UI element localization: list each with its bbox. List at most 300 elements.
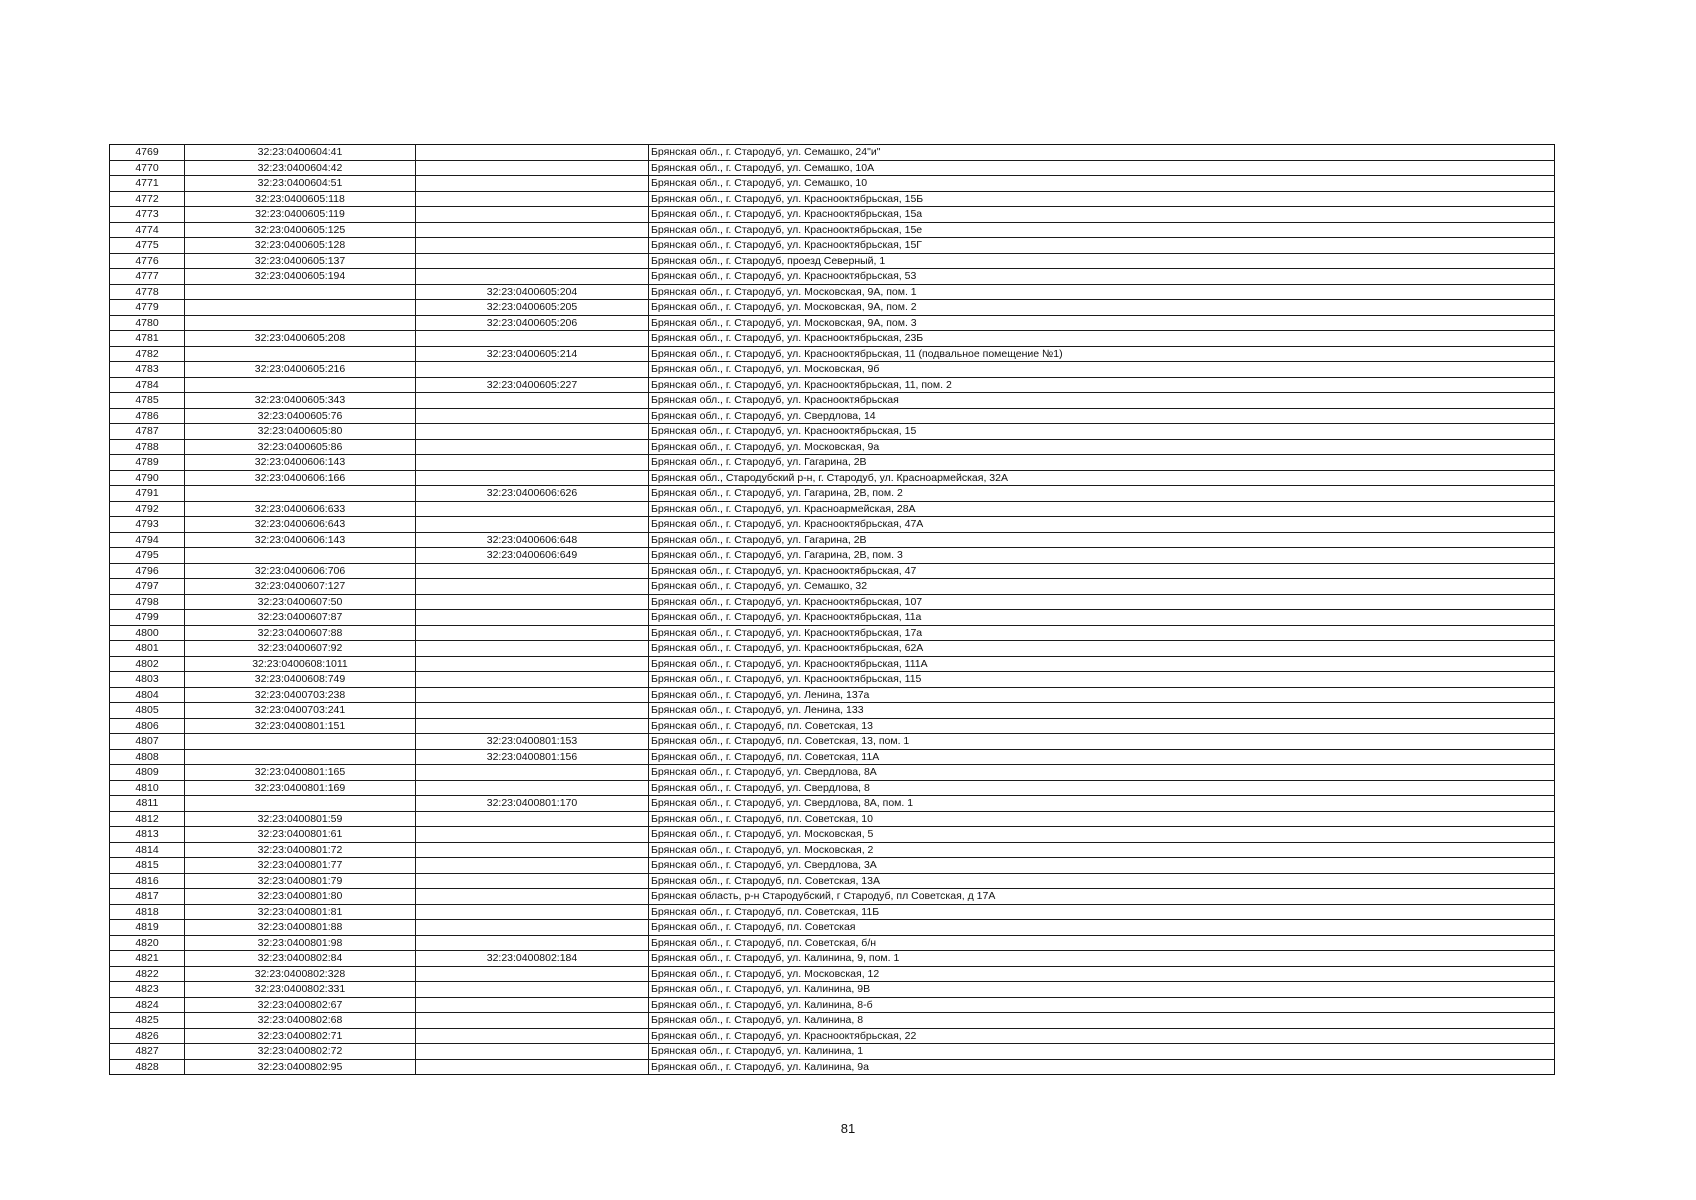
cadastral-number-cell: 32:23:0400607:87 [185, 610, 416, 626]
row-number-cell: 4778 [110, 284, 185, 300]
premises-cadastral-number-cell [416, 207, 649, 223]
table-row [110, 377, 1555, 393]
address-cell: Брянская обл., г. Стародуб, ул. Краснооктябрьская, 15 [649, 424, 1555, 440]
row-number-cell: 4810 [110, 780, 185, 796]
table-row [110, 160, 1555, 176]
table-row [110, 904, 1555, 920]
cadastral-number-cell: 32:23:0400606:143 [185, 455, 416, 471]
address-cell: Брянская обл., г. Стародуб, пл. Советская, 13А [649, 873, 1555, 889]
cadastral-number-cell: 32:23:0400801:151 [185, 718, 416, 734]
cadastral-number-cell: 32:23:0400606:143 [185, 532, 416, 548]
address-cell: Брянская обл., г. Стародуб, ул. Калинина, 9а [649, 1059, 1555, 1075]
address-cell: Брянская обл., г. Стародуб, проезд Северный, 1 [649, 253, 1555, 269]
row-number-cell: 4828 [110, 1059, 185, 1075]
address-cell: Брянская обл., г. Стародуб, ул. Гагарина, 2В, пом. 2 [649, 486, 1555, 502]
table-row [110, 1044, 1555, 1060]
row-number-cell: 4790 [110, 470, 185, 486]
address-cell: Брянская обл., г. Стародуб, пл. Советская, 10 [649, 811, 1555, 827]
cadastral-number-cell: 32:23:0400802:328 [185, 966, 416, 982]
table-row [110, 253, 1555, 269]
address-cell: Брянская обл., г. Стародуб, ул. Краснооктябрьская, 15а [649, 207, 1555, 223]
premises-cadastral-number-cell: 32:23:0400605:227 [416, 377, 649, 393]
premises-cadastral-number-cell: 32:23:0400802:184 [416, 951, 649, 967]
row-number-cell: 4796 [110, 563, 185, 579]
address-cell: Брянская область, р-н Стародубский, г Стародуб, пл Советская, д 17А [649, 889, 1555, 905]
table-row [110, 749, 1555, 765]
premises-cadastral-number-cell [416, 1013, 649, 1029]
table-row [110, 935, 1555, 951]
cadastral-number-cell [185, 300, 416, 316]
cadastral-number-cell [185, 315, 416, 331]
cadastral-number-cell: 32:23:0400605:216 [185, 362, 416, 378]
premises-cadastral-number-cell: 32:23:0400801:156 [416, 749, 649, 765]
cadastral-number-cell: 32:23:0400608:749 [185, 672, 416, 688]
cadastral-number-cell [185, 749, 416, 765]
premises-cadastral-number-cell [416, 455, 649, 471]
address-cell: Брянская обл., г. Стародуб, ул. Семашко, 24"и" [649, 145, 1555, 161]
premises-cadastral-number-cell [416, 222, 649, 238]
row-number-cell: 4808 [110, 749, 185, 765]
table-row [110, 982, 1555, 998]
row-number-cell: 4775 [110, 238, 185, 254]
row-number-cell: 4779 [110, 300, 185, 316]
table-row [110, 207, 1555, 223]
address-cell: Брянская обл., г. Стародуб, ул. Краснооктябрьская [649, 393, 1555, 409]
table-row [110, 191, 1555, 207]
address-cell: Брянская обл., г. Стародуб, ул. Семашко, 10А [649, 160, 1555, 176]
row-number-cell: 4780 [110, 315, 185, 331]
cadastral-number-cell: 32:23:0400605:119 [185, 207, 416, 223]
table-row [110, 439, 1555, 455]
row-number-cell: 4822 [110, 966, 185, 982]
cadastral-number-cell: 32:23:0400801:98 [185, 935, 416, 951]
premises-cadastral-number-cell [416, 703, 649, 719]
address-cell: Брянская обл., г. Стародуб, ул. Краснооктябрьская, 23Б [649, 331, 1555, 347]
cadastral-number-cell [185, 548, 416, 564]
row-number-cell: 4821 [110, 951, 185, 967]
cadastral-number-cell: 32:23:0400604:42 [185, 160, 416, 176]
row-number-cell: 4817 [110, 889, 185, 905]
row-number-cell: 4773 [110, 207, 185, 223]
address-cell: Брянская обл., г. Стародуб, ул. Ленина, 137а [649, 687, 1555, 703]
premises-cadastral-number-cell [416, 935, 649, 951]
row-number-cell: 4785 [110, 393, 185, 409]
premises-cadastral-number-cell [416, 393, 649, 409]
row-number-cell: 4801 [110, 641, 185, 657]
premises-cadastral-number-cell [416, 408, 649, 424]
table-row [110, 765, 1555, 781]
premises-cadastral-number-cell [416, 904, 649, 920]
premises-cadastral-number-cell [416, 439, 649, 455]
row-number-cell: 4769 [110, 145, 185, 161]
address-cell: Брянская обл., г. Стародуб, пл. Советская, 11Б [649, 904, 1555, 920]
table-row [110, 269, 1555, 285]
premises-cadastral-number-cell: 32:23:0400605:205 [416, 300, 649, 316]
table-row [110, 920, 1555, 936]
table-row [110, 594, 1555, 610]
row-number-cell: 4786 [110, 408, 185, 424]
address-cell: Брянская обл., Стародубский р-н, г. Стародуб, ул. Красноармейская, 32А [649, 470, 1555, 486]
premises-cadastral-number-cell [416, 517, 649, 533]
address-cell: Брянская обл., г. Стародуб, ул. Свердлова, 8 [649, 780, 1555, 796]
page-number: 81 [840, 1121, 856, 1136]
row-number-cell: 4794 [110, 532, 185, 548]
cadastral-number-cell: 32:23:0400802:331 [185, 982, 416, 998]
cadastral-number-cell: 32:23:0400605:76 [185, 408, 416, 424]
table-row [110, 579, 1555, 595]
table-row [110, 455, 1555, 471]
address-cell: Брянская обл., г. Стародуб, пл. Советская, 11А [649, 749, 1555, 765]
premises-cadastral-number-cell [416, 858, 649, 874]
premises-cadastral-number-cell [416, 687, 649, 703]
table-row [110, 951, 1555, 967]
row-number-cell: 4792 [110, 501, 185, 517]
premises-cadastral-number-cell [416, 579, 649, 595]
row-number-cell: 4770 [110, 160, 185, 176]
address-cell: Брянская обл., г. Стародуб, ул. Московская, 9б [649, 362, 1555, 378]
table-row [110, 548, 1555, 564]
table-row [110, 1028, 1555, 1044]
row-number-cell: 4814 [110, 842, 185, 858]
address-cell: Брянская обл., г. Стародуб, ул. Краснооктябрьская, 11 (подвальное помещение №1) [649, 346, 1555, 362]
cadastral-number-cell: 32:23:0400607:92 [185, 641, 416, 657]
table-row [110, 408, 1555, 424]
cadastral-number-cell: 32:23:0400801:72 [185, 842, 416, 858]
address-cell: Брянская обл., г. Стародуб, ул. Краснооктябрьская, 47А [649, 517, 1555, 533]
address-cell: Брянская обл., г. Стародуб, ул. Гагарина, 2В [649, 532, 1555, 548]
cadastral-number-cell: 32:23:0400604:41 [185, 145, 416, 161]
address-cell: Брянская обл., г. Стародуб, ул. Калинина, 8-б [649, 997, 1555, 1013]
cadastral-number-cell: 32:23:0400605:118 [185, 191, 416, 207]
table-row [110, 284, 1555, 300]
table-row [110, 424, 1555, 440]
cadastral-number-cell: 32:23:0400605:194 [185, 269, 416, 285]
row-number-cell: 4774 [110, 222, 185, 238]
cadastral-number-cell: 32:23:0400606:706 [185, 563, 416, 579]
address-cell: Брянская обл., г. Стародуб, пл. Советская, 13 [649, 718, 1555, 734]
premises-cadastral-number-cell [416, 501, 649, 517]
row-number-cell: 4783 [110, 362, 185, 378]
premises-cadastral-number-cell [416, 253, 649, 269]
address-cell: Брянская обл., г. Стародуб, ул. Краснооктябрьская, 111А [649, 656, 1555, 672]
premises-cadastral-number-cell [416, 982, 649, 998]
premises-cadastral-number-cell: 32:23:0400605:214 [416, 346, 649, 362]
premises-cadastral-number-cell [416, 470, 649, 486]
row-number-cell: 4812 [110, 811, 185, 827]
address-cell: Брянская обл., г. Стародуб, ул. Краснооктябрьская, 15Б [649, 191, 1555, 207]
address-cell: Брянская обл., г. Стародуб, ул. Краснооктябрьская, 11, пом. 2 [649, 377, 1555, 393]
table-row [110, 362, 1555, 378]
table-row [110, 873, 1555, 889]
row-number-cell: 4819 [110, 920, 185, 936]
premises-cadastral-number-cell [416, 331, 649, 347]
address-cell: Брянская обл., г. Стародуб, ул. Краснооктябрьская, 17а [649, 625, 1555, 641]
table-row [110, 889, 1555, 905]
address-cell: Брянская обл., г. Стародуб, ул. Красноармейская, 28А [649, 501, 1555, 517]
premises-cadastral-number-cell [416, 160, 649, 176]
address-cell: Брянская обл., г. Стародуб, ул. Свердлова, 3А [649, 858, 1555, 874]
address-cell: Брянская обл., г. Стародуб, ул. Свердлова, 14 [649, 408, 1555, 424]
cadastral-number-cell: 32:23:0400801:81 [185, 904, 416, 920]
premises-cadastral-number-cell [416, 641, 649, 657]
table-row [110, 703, 1555, 719]
table-row [110, 687, 1555, 703]
premises-cadastral-number-cell [416, 238, 649, 254]
address-cell: Брянская обл., г. Стародуб, ул. Московская, 12 [649, 966, 1555, 982]
premises-cadastral-number-cell [416, 1028, 649, 1044]
table-row [110, 486, 1555, 502]
address-cell: Брянская обл., г. Стародуб, ул. Калинина, 9, пом. 1 [649, 951, 1555, 967]
row-number-cell: 4802 [110, 656, 185, 672]
row-number-cell: 4789 [110, 455, 185, 471]
table-row [110, 827, 1555, 843]
row-number-cell: 4791 [110, 486, 185, 502]
premises-cadastral-number-cell [416, 563, 649, 579]
address-cell: Брянская обл., г. Стародуб, ул. Калинина, 1 [649, 1044, 1555, 1060]
address-cell: Брянская обл., г. Стародуб, ул. Московская, 2 [649, 842, 1555, 858]
cadastral-number-cell: 32:23:0400606:166 [185, 470, 416, 486]
cadastral-number-cell [185, 284, 416, 300]
table-row [110, 734, 1555, 750]
table-row [110, 532, 1555, 548]
premises-cadastral-number-cell [416, 176, 649, 192]
cadastral-number-cell [185, 346, 416, 362]
premises-cadastral-number-cell [416, 145, 649, 161]
row-number-cell: 4772 [110, 191, 185, 207]
address-cell: Брянская обл., г. Стародуб, ул. Краснооктябрьская, 22 [649, 1028, 1555, 1044]
address-cell: Брянская обл., г. Стародуб, ул. Краснооктябрьская, 115 [649, 672, 1555, 688]
premises-cadastral-number-cell [416, 811, 649, 827]
premises-cadastral-number-cell [416, 1044, 649, 1060]
cadastral-number-cell: 32:23:0400802:67 [185, 997, 416, 1013]
table-row [110, 842, 1555, 858]
premises-cadastral-number-cell: 32:23:0400606:626 [416, 486, 649, 502]
table-row [110, 238, 1555, 254]
cadastral-number-cell: 32:23:0400605:80 [185, 424, 416, 440]
row-number-cell: 4782 [110, 346, 185, 362]
table-row [110, 796, 1555, 812]
premises-cadastral-number-cell [416, 718, 649, 734]
address-cell: Брянская обл., г. Стародуб, пл. Советская, 13, пом. 1 [649, 734, 1555, 750]
row-number-cell: 4804 [110, 687, 185, 703]
cadastral-number-cell: 32:23:0400703:241 [185, 703, 416, 719]
cadastral-number-cell: 32:23:0400607:127 [185, 579, 416, 595]
premises-cadastral-number-cell [416, 269, 649, 285]
premises-cadastral-number-cell: 32:23:0400801:170 [416, 796, 649, 812]
address-cell: Брянская обл., г. Стародуб, ул. Ленина, 133 [649, 703, 1555, 719]
table-row [110, 300, 1555, 316]
address-cell: Брянская обл., г. Стародуб, ул. Краснооктябрьская, 11а [649, 610, 1555, 626]
table-row [110, 997, 1555, 1013]
table-row [110, 517, 1555, 533]
address-cell: Брянская обл., г. Стародуб, ул. Гагарина, 2В [649, 455, 1555, 471]
address-cell: Брянская обл., г. Стародуб, ул. Московская, 9а [649, 439, 1555, 455]
table-row [110, 610, 1555, 626]
cadastral-number-cell: 32:23:0400606:643 [185, 517, 416, 533]
cadastral-number-cell: 32:23:0400801:169 [185, 780, 416, 796]
premises-cadastral-number-cell [416, 656, 649, 672]
premises-cadastral-number-cell [416, 842, 649, 858]
row-number-cell: 4771 [110, 176, 185, 192]
table-row [110, 145, 1555, 161]
cadastral-number-cell: 32:23:0400608:1011 [185, 656, 416, 672]
cadastral-number-cell: 32:23:0400801:79 [185, 873, 416, 889]
row-number-cell: 4781 [110, 331, 185, 347]
cadastral-number-cell: 32:23:0400802:95 [185, 1059, 416, 1075]
table-row [110, 315, 1555, 331]
cadastral-number-cell: 32:23:0400802:84 [185, 951, 416, 967]
cadastral-number-cell: 32:23:0400802:71 [185, 1028, 416, 1044]
table-row [110, 1013, 1555, 1029]
table-row [110, 656, 1555, 672]
premises-cadastral-number-cell [416, 780, 649, 796]
cadastral-number-cell: 32:23:0400801:59 [185, 811, 416, 827]
premises-cadastral-number-cell [416, 362, 649, 378]
table-row [110, 176, 1555, 192]
cadastral-number-cell [185, 486, 416, 502]
premises-cadastral-number-cell [416, 610, 649, 626]
row-number-cell: 4795 [110, 548, 185, 564]
table-row [110, 470, 1555, 486]
row-number-cell: 4797 [110, 579, 185, 595]
row-number-cell: 4809 [110, 765, 185, 781]
row-number-cell: 4806 [110, 718, 185, 734]
row-number-cell: 4776 [110, 253, 185, 269]
premises-cadastral-number-cell [416, 191, 649, 207]
row-number-cell: 4825 [110, 1013, 185, 1029]
cadastral-number-cell: 32:23:0400607:88 [185, 625, 416, 641]
premises-cadastral-number-cell: 32:23:0400801:153 [416, 734, 649, 750]
address-cell: Брянская обл., г. Стародуб, ул. Семашко, 32 [649, 579, 1555, 595]
address-cell: Брянская обл., г. Стародуб, ул. Краснооктябрьская, 15Г [649, 238, 1555, 254]
premises-cadastral-number-cell [416, 594, 649, 610]
address-cell: Брянская обл., г. Стародуб, ул. Семашко, 10 [649, 176, 1555, 192]
premises-cadastral-number-cell: 32:23:0400605:206 [416, 315, 649, 331]
table-row [110, 641, 1555, 657]
cadastral-number-cell: 32:23:0400605:125 [185, 222, 416, 238]
table-row [110, 625, 1555, 641]
cadastral-number-cell: 32:23:0400801:77 [185, 858, 416, 874]
address-cell: Брянская обл., г. Стародуб, ул. Московская, 9А, пом. 3 [649, 315, 1555, 331]
table-row [110, 222, 1555, 238]
address-cell: Брянская обл., г. Стародуб, ул. Краснооктябрьская, 15е [649, 222, 1555, 238]
row-number-cell: 4784 [110, 377, 185, 393]
table-row [110, 346, 1555, 362]
row-number-cell: 4807 [110, 734, 185, 750]
premises-cadastral-number-cell [416, 424, 649, 440]
row-number-cell: 4813 [110, 827, 185, 843]
address-cell: Брянская обл., г. Стародуб, пл. Советская, б/н [649, 935, 1555, 951]
premises-cadastral-number-cell [416, 672, 649, 688]
cadastral-number-cell: 32:23:0400605:343 [185, 393, 416, 409]
premises-cadastral-number-cell [416, 873, 649, 889]
address-cell: Брянская обл., г. Стародуб, ул. Московская, 9А, пом. 1 [649, 284, 1555, 300]
row-number-cell: 4777 [110, 269, 185, 285]
address-cell: Брянская обл., г. Стародуб, ул. Краснооктябрьская, 53 [649, 269, 1555, 285]
premises-cadastral-number-cell [416, 625, 649, 641]
row-number-cell: 4820 [110, 935, 185, 951]
row-number-cell: 4787 [110, 424, 185, 440]
address-cell: Брянская обл., г. Стародуб, ул. Московская, 9А, пом. 2 [649, 300, 1555, 316]
cadastral-number-cell [185, 734, 416, 750]
table-row [110, 811, 1555, 827]
table-row [110, 858, 1555, 874]
premises-cadastral-number-cell: 32:23:0400606:648 [416, 532, 649, 548]
cadastral-number-cell: 32:23:0400801:165 [185, 765, 416, 781]
cadastral-number-cell: 32:23:0400801:61 [185, 827, 416, 843]
premises-cadastral-number-cell [416, 765, 649, 781]
cadastral-number-cell: 32:23:0400604:51 [185, 176, 416, 192]
premises-cadastral-number-cell [416, 889, 649, 905]
row-number-cell: 4803 [110, 672, 185, 688]
table-row [110, 966, 1555, 982]
cadastral-number-cell: 32:23:0400606:633 [185, 501, 416, 517]
address-cell: Брянская обл., г. Стародуб, ул. Московская, 5 [649, 827, 1555, 843]
table-row [110, 718, 1555, 734]
row-number-cell: 4816 [110, 873, 185, 889]
premises-cadastral-number-cell [416, 1059, 649, 1075]
row-number-cell: 4827 [110, 1044, 185, 1060]
address-cell: Брянская обл., г. Стародуб, ул. Калинина, 8 [649, 1013, 1555, 1029]
address-cell: Брянская обл., г. Стародуб, пл. Советская [649, 920, 1555, 936]
row-number-cell: 4815 [110, 858, 185, 874]
cadastral-number-cell: 32:23:0400703:238 [185, 687, 416, 703]
table-row [110, 563, 1555, 579]
row-number-cell: 4818 [110, 904, 185, 920]
row-number-cell: 4824 [110, 997, 185, 1013]
premises-cadastral-number-cell [416, 920, 649, 936]
premises-cadastral-number-cell [416, 827, 649, 843]
row-number-cell: 4788 [110, 439, 185, 455]
row-number-cell: 4811 [110, 796, 185, 812]
cadastral-number-cell: 32:23:0400605:208 [185, 331, 416, 347]
table-row [110, 501, 1555, 517]
row-number-cell: 4805 [110, 703, 185, 719]
cadastral-number-cell: 32:23:0400607:50 [185, 594, 416, 610]
premises-cadastral-number-cell [416, 997, 649, 1013]
table-row [110, 393, 1555, 409]
premises-cadastral-number-cell: 32:23:0400605:204 [416, 284, 649, 300]
table-row [110, 1059, 1555, 1075]
address-cell: Брянская обл., г. Стародуб, ул. Калинина, 9В [649, 982, 1555, 998]
address-cell: Брянская обл., г. Стародуб, ул. Свердлова, 8А [649, 765, 1555, 781]
premises-cadastral-number-cell [416, 966, 649, 982]
address-cell: Брянская обл., г. Стародуб, ул. Свердлова, 8А, пом. 1 [649, 796, 1555, 812]
address-cell: Брянская обл., г. Стародуб, ул. Краснооктябрьская, 62А [649, 641, 1555, 657]
row-number-cell: 4826 [110, 1028, 185, 1044]
row-number-cell: 4798 [110, 594, 185, 610]
property-registry-table [109, 144, 1555, 1075]
cadastral-number-cell: 32:23:0400802:68 [185, 1013, 416, 1029]
cadastral-number-cell [185, 377, 416, 393]
premises-cadastral-number-cell: 32:23:0400606:649 [416, 548, 649, 564]
address-cell: Брянская обл., г. Стародуб, ул. Краснооктябрьская, 47 [649, 563, 1555, 579]
row-number-cell: 4793 [110, 517, 185, 533]
row-number-cell: 4800 [110, 625, 185, 641]
cadastral-number-cell [185, 796, 416, 812]
address-cell: Брянская обл., г. Стародуб, ул. Краснооктябрьская, 107 [649, 594, 1555, 610]
cadastral-number-cell: 32:23:0400605:137 [185, 253, 416, 269]
table-row [110, 331, 1555, 347]
table-row [110, 780, 1555, 796]
row-number-cell: 4823 [110, 982, 185, 998]
address-cell: Брянская обл., г. Стародуб, ул. Гагарина, 2В, пом. 3 [649, 548, 1555, 564]
cadastral-number-cell: 32:23:0400605:86 [185, 439, 416, 455]
row-number-cell: 4799 [110, 610, 185, 626]
cadastral-number-cell: 32:23:0400801:88 [185, 920, 416, 936]
cadastral-number-cell: 32:23:0400801:80 [185, 889, 416, 905]
registry-table-body [110, 145, 1555, 1075]
